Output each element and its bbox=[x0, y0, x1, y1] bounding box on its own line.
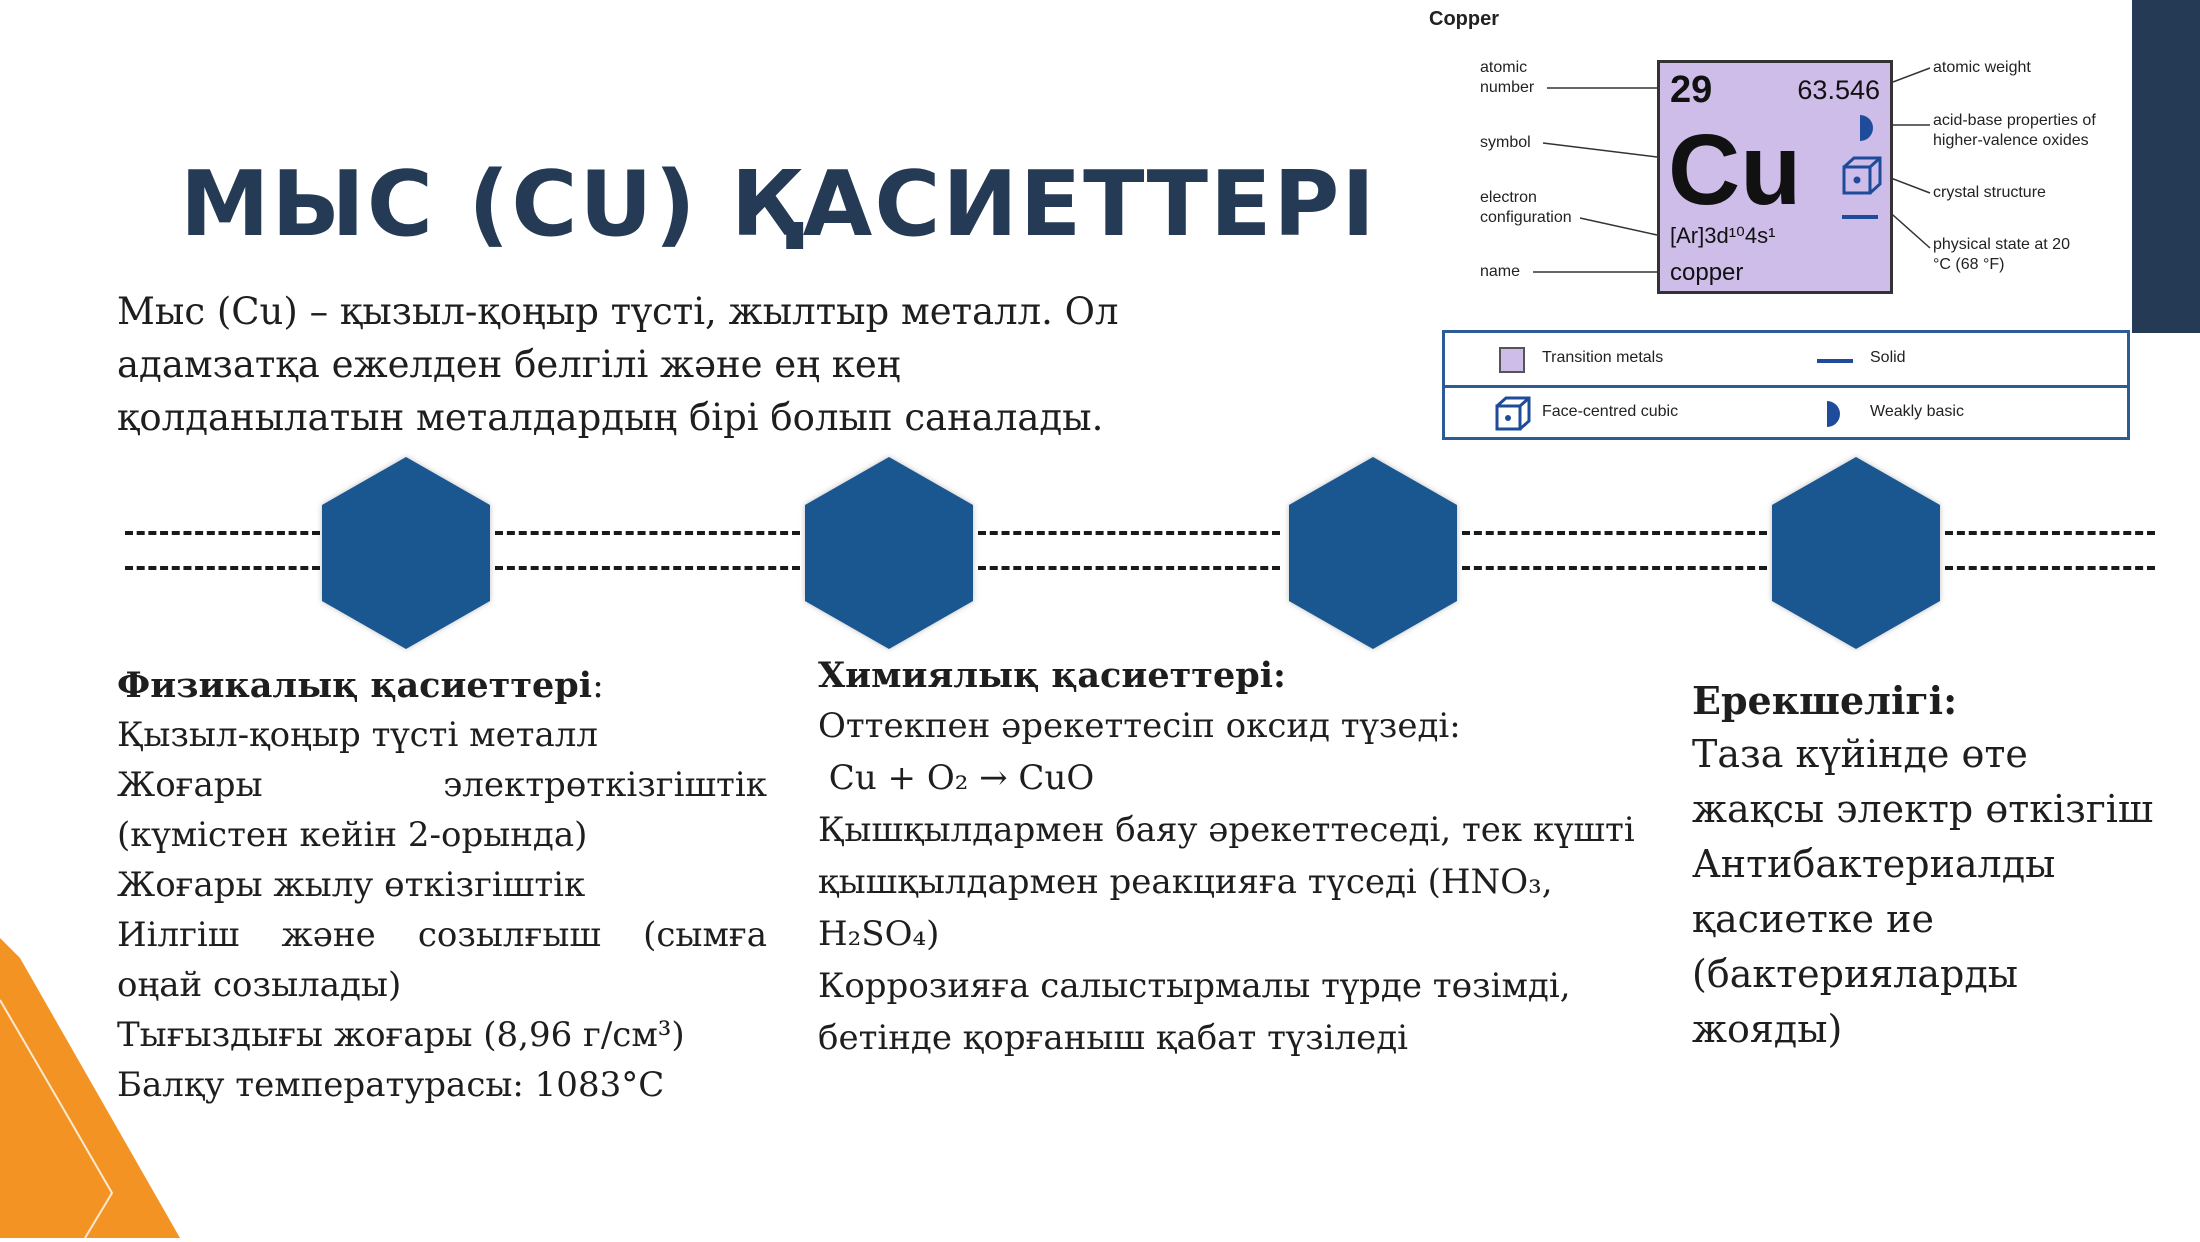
physical-heading-colon: : bbox=[592, 666, 604, 706]
legend-divider bbox=[1445, 385, 2127, 388]
timeline-hexagon bbox=[1770, 455, 1942, 651]
timeline-hexagon bbox=[320, 455, 492, 651]
face-centred-cubic-icon bbox=[1840, 155, 1884, 199]
physical-property-item: Жоғары жылу өткізгіштік bbox=[117, 865, 586, 905]
legend-weakly-basic: Weakly basic bbox=[1870, 403, 1964, 420]
chemical-property-item: Коррозияға салыстырмалы түрде төзімді, бетінде қорғаныш қабат түзіледі bbox=[818, 966, 1571, 1058]
chemical-property-item: Оттекпен әрекеттесіп оксид түзеді: bbox=[818, 706, 1461, 746]
chemical-property-item: Қышқылдармен баяу әрекеттеседі, тек күшті қышқылдармен реакцияға түседі (HNO₃, H₂SO₄) bbox=[818, 810, 1635, 954]
cube-legend-icon bbox=[1493, 395, 1533, 435]
element-name: copper bbox=[1670, 259, 1744, 286]
legend-transition-metals: Transition metals bbox=[1542, 349, 1664, 366]
half-circle-legend-icon bbox=[1823, 399, 1843, 429]
solid-state-icon bbox=[1842, 215, 1878, 219]
timeline-hexagon bbox=[803, 455, 975, 651]
label-electron-configuration: electron configuration bbox=[1480, 189, 1572, 226]
label-crystal-structure: crystal structure bbox=[1933, 184, 2046, 201]
timeline-dash bbox=[495, 531, 800, 535]
element-card bbox=[1425, 0, 2135, 445]
timeline-dash bbox=[978, 566, 1280, 570]
special-features-heading: Ерекшелігі: bbox=[1692, 678, 1958, 723]
element-tile bbox=[1657, 60, 1893, 294]
physical-property-item: Балқу температурасы: 1083°C bbox=[117, 1065, 665, 1105]
physical-property-item: Қызыл-қоңыр түсті металл bbox=[117, 715, 598, 755]
solid-legend-icon bbox=[1817, 359, 1853, 363]
atomic-number: 29 bbox=[1670, 69, 1713, 111]
element-legend bbox=[1442, 330, 2130, 440]
physical-property-item: Тығыздығы жоғары (8,96 г/см³) bbox=[117, 1015, 685, 1055]
physical-properties-heading bbox=[117, 662, 767, 710]
timeline-dash bbox=[1462, 531, 1767, 535]
corner-decoration-bar bbox=[2132, 0, 2200, 333]
timeline-dash bbox=[125, 566, 320, 570]
electron-configuration: [Ar]3d¹⁰4s¹ bbox=[1670, 223, 1776, 248]
intro-paragraph: Мыс (Cu) – қызыл-қоңыр түсті, жылтыр металл. Ол адамзатқа ежелден белгілі және ең кең қолданылатын металдардың бірі болып саналады. bbox=[117, 290, 1119, 439]
timeline-dash bbox=[1462, 566, 1767, 570]
label-atomic-weight: atomic weight bbox=[1933, 59, 2031, 76]
physical-properties-section bbox=[117, 662, 767, 1110]
label-acid-base: acid-base properties of higher-valence oxides bbox=[1933, 112, 2096, 149]
legend-face-centred-cubic: Face-centred cubic bbox=[1542, 403, 1679, 420]
timeline-dash bbox=[978, 531, 1280, 535]
label-symbol: symbol bbox=[1480, 134, 1531, 151]
atomic-weight: 63.546 bbox=[1797, 75, 1880, 105]
label-physical-state: physical state at 20 °C (68 °F) bbox=[1933, 236, 2070, 273]
legend-solid: Solid bbox=[1870, 349, 1906, 366]
chemical-properties-heading: Химиялық қасиеттері: bbox=[818, 655, 1286, 696]
element-card-title: Copper bbox=[1429, 8, 1499, 30]
chemical-properties-section bbox=[818, 652, 1648, 1064]
timeline-hexagon bbox=[1287, 455, 1459, 651]
special-feature-item: Таза күйінде өте жақсы электр өткізгіш bbox=[1692, 732, 2154, 831]
special-feature-item: Антибактериалды қасиетке ие (бактерияларды жояды) bbox=[1692, 842, 2056, 1051]
special-features-section bbox=[1692, 675, 2172, 1057]
physical-property-item: Иілгіш және созылғыш (сымға оңай созылады) bbox=[117, 915, 767, 1005]
label-atomic-number: atomic number bbox=[1480, 59, 1535, 96]
physical-property-item: Жоғары электрөткізгіштік (күмістен кейін 2-орында) bbox=[117, 765, 767, 855]
timeline-dash bbox=[1945, 566, 2155, 570]
chemical-equation: Cu + O₂ → CuO bbox=[818, 758, 1095, 798]
timeline-dash bbox=[495, 566, 800, 570]
timeline-dash bbox=[1945, 531, 2155, 535]
element-symbol: Cu bbox=[1668, 114, 1802, 226]
physical-heading-text: Физикалық қасиеттері bbox=[117, 665, 593, 706]
timeline-dash bbox=[125, 531, 320, 535]
weakly-basic-icon bbox=[1856, 113, 1876, 143]
page-title: МЫС (CU) ҚАСИЕТТЕРІ bbox=[180, 152, 1377, 257]
label-name: name bbox=[1480, 263, 1521, 280]
transition-metals-swatch-icon bbox=[1499, 347, 1525, 373]
